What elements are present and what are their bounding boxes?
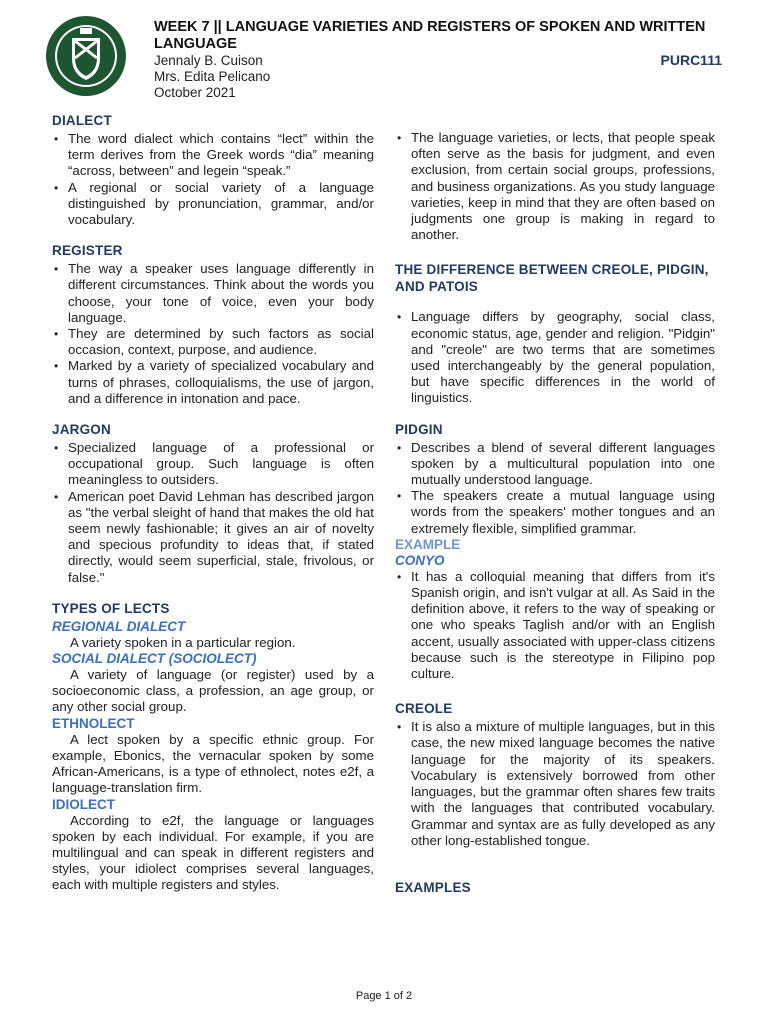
jargon-list [52,440,374,586]
idiolect-text: According to e2f, the language or languages spoken by each individual. For example, if you are multilingual and can speak in different registers and styles, your idiolect comprises several languages, each with multiple registers and styles. [52,812,374,893]
document-header [154,19,714,101]
dialect-list [52,131,374,228]
subheading-conyo: CONYO [395,552,445,568]
list-item: • It is also a mixture of multiple languages, but in this case, the new mixed language becomes the native language for the majority of its speakers. Vocabulary is extensively borrowed from other languages, but the grammar often shares few traits with the languages that contributed vocabulary. Grammar and syntax are as fully developed as any other long-established tongue. [395,719,715,849]
regional-dialect-text: A variety spoken in a particular region. [70,634,296,650]
creole-list [395,719,715,849]
difference-list [395,309,715,406]
register-list [52,261,374,407]
list-item: • The word dialect which contains “lect” within the term derives from the Greek words “dia” meaning “across, between” and legein “speak.” [52,131,374,180]
list-item: • The speakers create a mutual language using words from the speakers' mother tongues and an extremely flexible, simplified grammar. [395,488,715,537]
list-item: • American poet David Lehman has described jargon as "the verbal sleight of hand that makes the old hat seem newly fashionable; it gives an air of novelty and specious profundity to ideas that, if stated directly, would seem superficial, stale, frivolous, or false." [52,489,374,586]
page-number: Page 1 of 2 [355,990,413,1002]
list-item: • It has a colloquial meaning that differs from it's Spanish origin, and isn't vulgar at all. As Said in the definition above, it refers to the way of speaking or one who speaks Taglish and/or with an English accent, usually associated with upper-class citizens because such is the stereotype in Filipino pop culture. [395,569,715,682]
teacher-name: Mrs. Edita Pelicano [154,69,271,84]
heading-types-of-lects: TYPES OF LECTS [52,600,170,616]
ethnolect-text: A lect spoken by a specific ethnic group. For example, Ebonics, the vernacular spoken by some African-Americans, is a type of ethnolect, notes e2f, a language-translation firm. [52,731,374,796]
heading-creole: CREOLE [395,701,453,717]
document-title: WEEK 7 || LANGUAGE VARIETIES AND REGISTERS OF SPOKEN AND WRITTEN LANGUAGE [154,19,706,52]
list-item: • Language differs by geography, social class, economic status, age, gender and religion. "Pidgin" and "creole" are two terms that are sometimes used interchangeably by the general population, but have specific differences in the world of linguistics. [395,309,715,406]
subheading-regional-dialect: REGIONAL DIALECT [52,618,186,634]
author-name: Jennaly B. Cuison [154,53,263,68]
course-code: PURC111 [660,52,722,68]
heading-jargon: JARGON [52,422,111,438]
heading-examples: EXAMPLES [395,879,471,895]
list-item: • They are determined by such factors as social occasion, context, purpose, and audience. [52,326,374,358]
pidgin-list [395,440,715,537]
heading-dialect: DIALECT [52,113,112,128]
subheading-idiolect: IDIOLECT [52,796,115,812]
left-column [52,112,374,894]
heading-register: REGISTER [52,243,123,259]
subheading-social-dialect: SOCIAL DIALECT (SOCIOLECT) [52,651,257,667]
heading-pidgin: PIDGIN [395,421,443,437]
list-item: • The way a speaker uses language differently in different circumstances. Think about the words you choose, your tone of voice, even your body language. [52,261,374,326]
intro-list [395,130,715,243]
list-item: • Marked by a variety of specialized vocabulary and turns of phrases, colloquialisms, the use of jargon, and a difference in intonation and pace. [52,358,374,407]
list-item: • The language varieties, or lects, that people speak often serve as the basis for judgment, and even exclusion, from certain social groups, professions, and business organizations. As you study language varieties, keep in mind that they are often based on judgments one group is making in regard to another. [395,130,715,243]
subheading-ethnolect: ETHNOLECT [52,715,135,731]
list-item: • A regional or social variety of a language distinguished by pronunciation, grammar, and/or vocabulary. [52,180,374,229]
heading-difference: THE DIFFERENCE BETWEEN CREOLE, PIDGIN, AND PATOIS [395,262,709,295]
list-item: • Specialized language of a professional or occupational group. Such language is often meaningless to outsiders. [52,440,374,489]
example-label: EXAMPLE [395,536,461,552]
list-item: • Describes a blend of several different languages spoken by a multicultural population into one mutually understood language. [395,440,715,489]
conyo-list [395,569,715,682]
social-dialect-text: A variety of language (or register) used by a socioeconomic class, a profession, an age group, or any other social group. [52,667,374,715]
right-column [395,130,715,898]
document-date: October 2021 [154,85,236,100]
school-seal-logo [44,14,128,98]
